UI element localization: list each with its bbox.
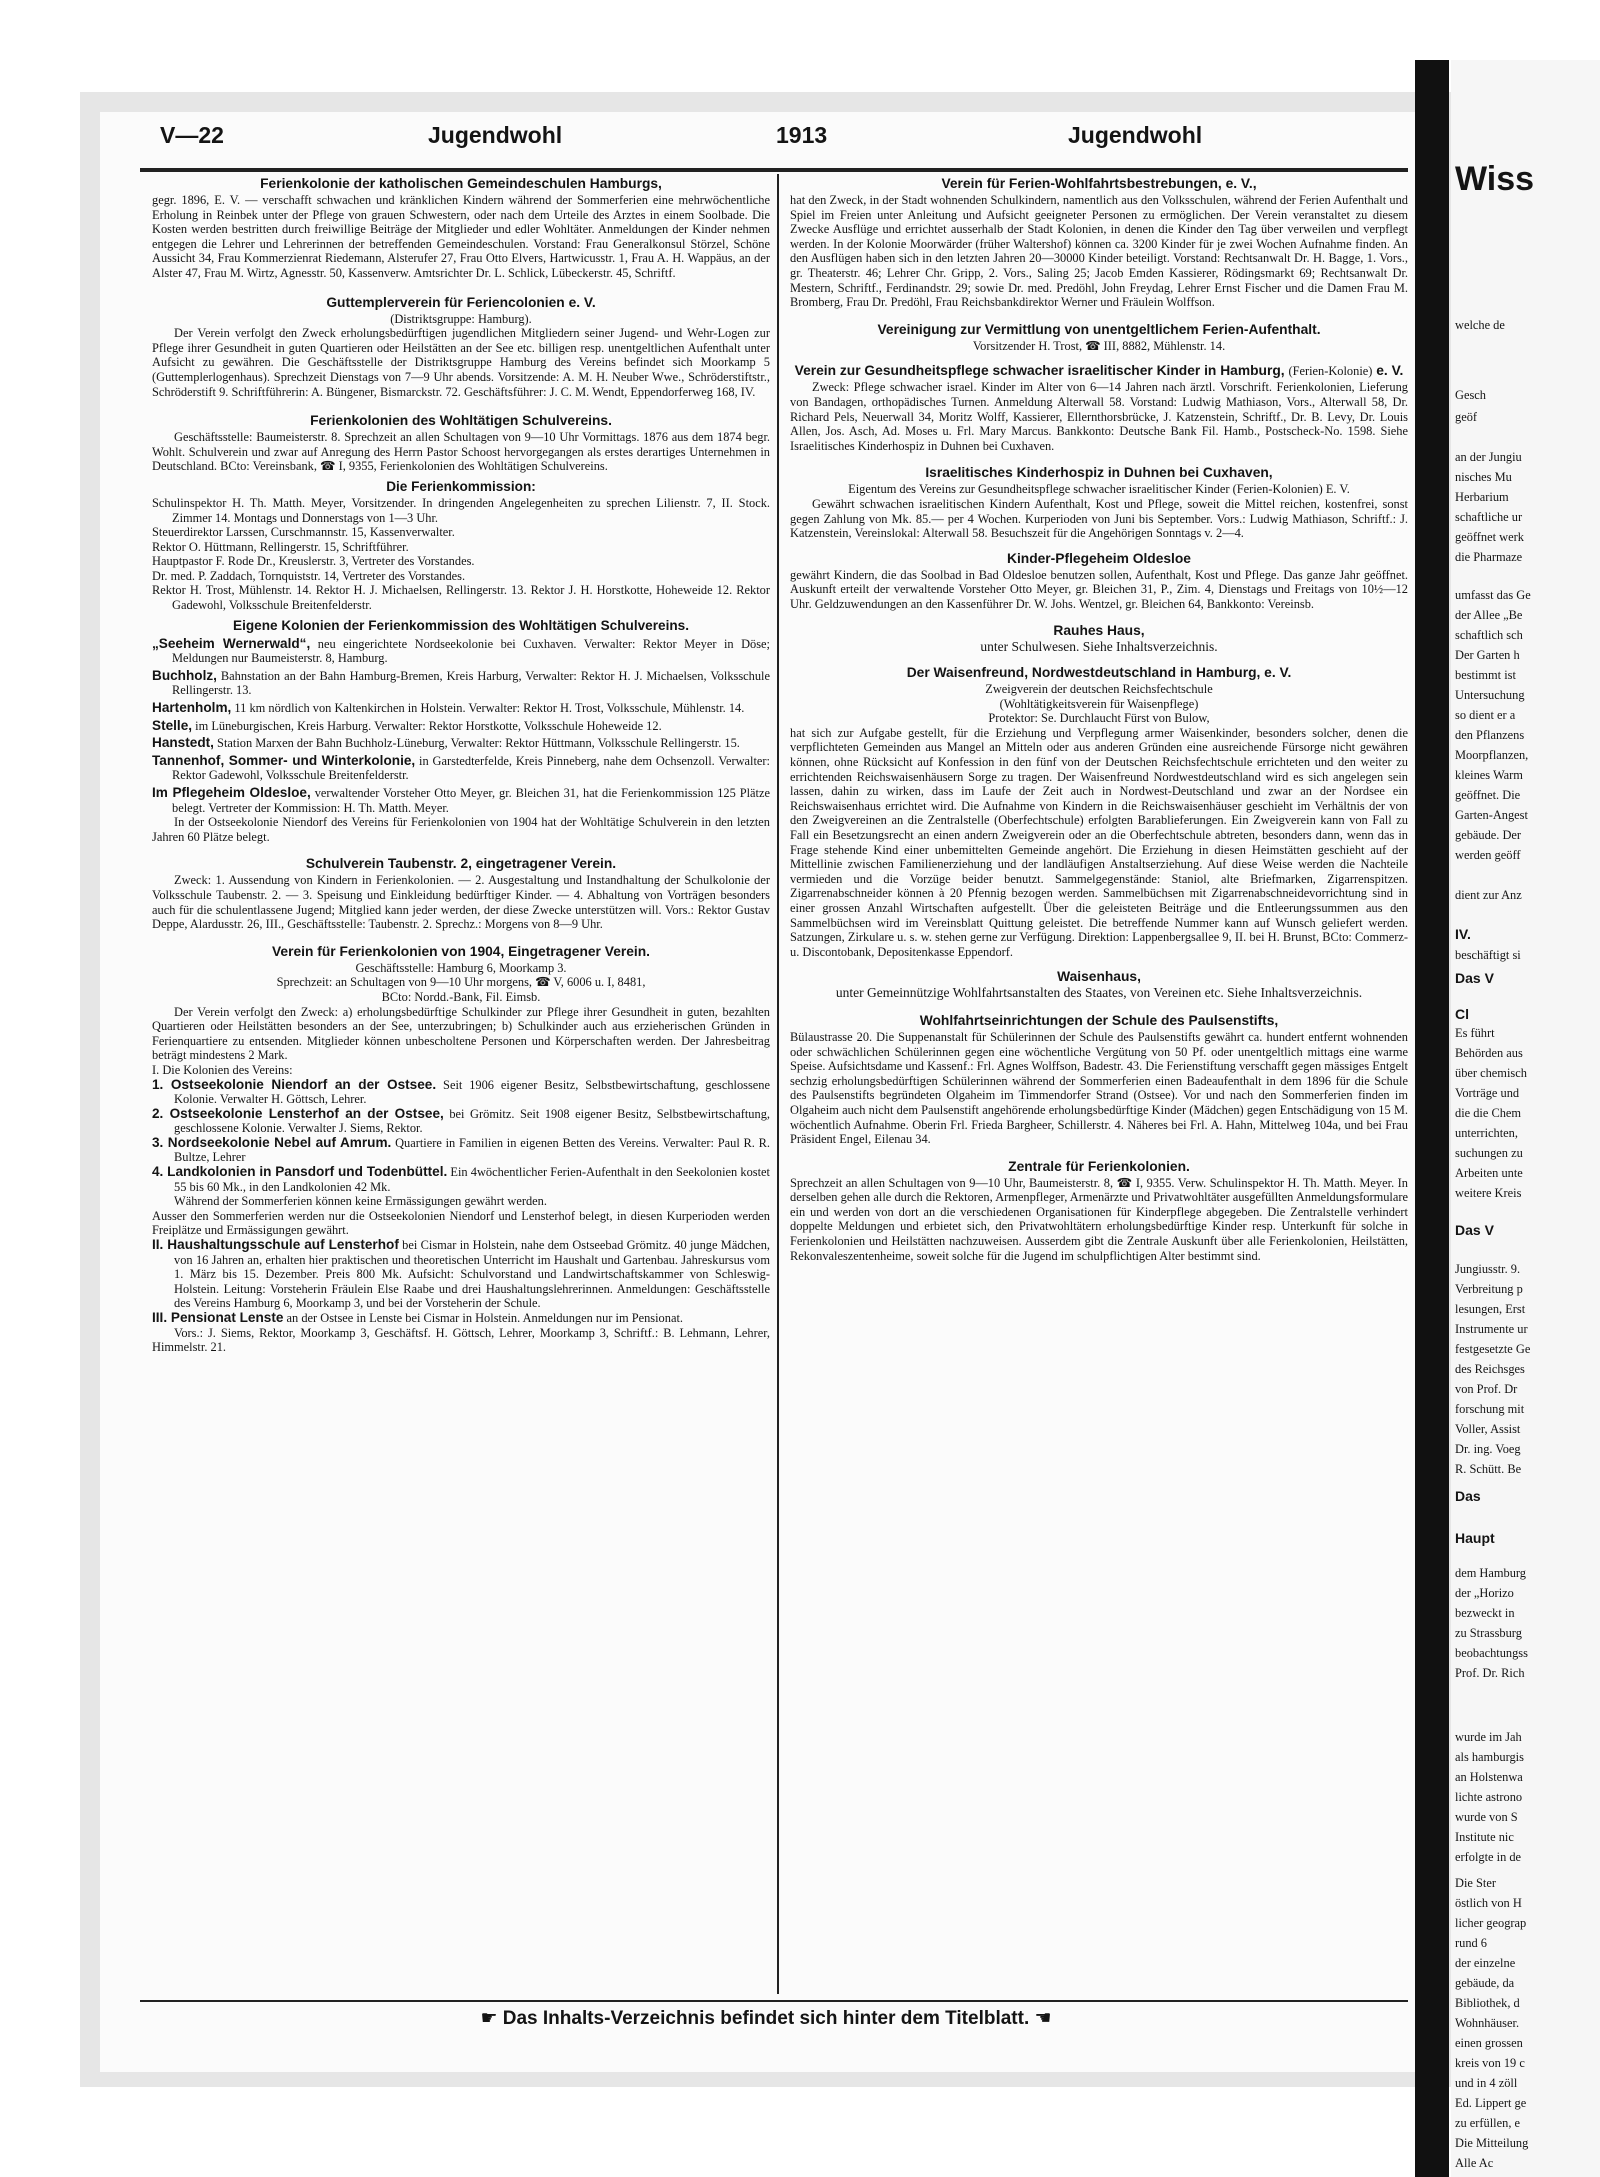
list-item (152, 1238, 770, 1311)
item-name: Buchholz, (152, 667, 217, 683)
opposite-page-fragment: umfasst das Ge (1455, 588, 1531, 602)
list-item (152, 1165, 770, 1194)
opposite-page-fragment: Vorträge und (1455, 1086, 1520, 1100)
book-binding (1415, 60, 1449, 2177)
opposite-page-fragment: an der Jungiu (1455, 450, 1522, 464)
section-title: Guttemplerverein für Feriencolonien e. V. (326, 294, 596, 310)
section-text: Geschäftsstelle: Baumeisterstr. 8. Sprechzeit an allen Schultagen von 9—10 Uhr Vormittags. 1876 aus dem 1874 begr. Wohlt. Schulverein und zwar auf Anregung des Herrn Pastor Schoost hervorgegangen als erstes derartiges Unternehmen in Deutschland. BCto: Vereinsbank, ☎ I, 9355, Ferienkolonien des Wohltätigen Schulvereins. (152, 430, 770, 474)
opposite-page-fragment: R. Schütt. Be (1455, 1462, 1522, 1476)
item-name: Im Pflegeheim Oldesloe, (152, 785, 311, 800)
section-title: Israelitisches Kinderhospiz in Duhnen bei Cuxhaven, (925, 465, 1273, 481)
opposite-page-fragment: erfolgte in de (1455, 1850, 1522, 1864)
section-title (790, 363, 1408, 379)
section-text: Zweck: 1. Aussendung von Kindern in Ferienkolonien. — 2. Ausgestaltung und Instandhaltung der Schulkolonie der Volksschule Taubenstr. 2. — 3. Speisung und Einkleidung bedürftiger Kinder. — 4. Abhaltung von Vorträgen besonders auch für die schulentlassene Jugend; Mitglied kann jeder werden, der diese Zwecke unterstützen will. Vors.: Rektor Gustav Deppe, Alardusstr. 26, III., Geschäftsstelle: Taubenstr. 2. Sprechz.: Morgens von 8—9 Uhr. (152, 873, 770, 932)
opposite-page-fragment: Cl (1455, 1006, 1469, 1022)
section-title: Verein für Ferienkolonien von 1904, Eingetragener Verein. (271, 943, 650, 959)
section-subtitle: Geschäftsstelle: Hamburg 6, Moorkamp 3. (355, 960, 567, 975)
opposite-page-fragment: dient zur Anz (1455, 888, 1522, 902)
section-title: Die Ferienkommission: (386, 478, 536, 494)
opposite-page-fragment: gebäude. Der (1455, 828, 1522, 842)
opposite-page-fragment: kleines Warm (1455, 768, 1523, 782)
section-text: Gewährt schwachen israelitischen Kindern Aufenthalt, Kost und Pflege, soweit die Mittel reichen, kostenfrei, sonst gegen Zahlung von Mk. 85.— per 4 Wochen. Kurperioden von Juni bis September. Vors.: Ludwig Mathiason, Schriftf.: J. Katzenstein, Vereinslokal: Alterwall 58. Besuchszeit für die Angehörigen Sonntags v. 2—4. (790, 496, 1408, 541)
opposite-page-fragment: Bibliothek, d (1455, 1996, 1520, 2010)
item-name: Hartenholm, (152, 700, 232, 716)
opposite-page-fragment: von Prof. Dr (1455, 1382, 1518, 1396)
opposite-page-fragment: Institute nic (1455, 1830, 1514, 1844)
list-item: Rektor O. Hüttmann, Rellingerstr. 15, Schriftführer. (152, 539, 409, 554)
item-text: Station Marxen der Bahn Buchholz-Lüneburg, Verwalter: Rektor Hüttmann, Volksschule Rellingerstr. 15. (217, 736, 740, 751)
opposite-page-fragment: Haupt (1455, 1530, 1495, 1546)
item-name: III. Pensionat Lenste (152, 1310, 284, 1325)
newspaper-page (100, 112, 1432, 2072)
section-text: hat den Zweck, in der Stadt wohnenden Schulkindern, namentlich aus den Volksschulen, während der Ferien Aufenthalt und Spiel im Freien unter Anleitung und Aufsicht geeigneter Personen zu ermöglichen. Der Verein veranstaltet zu diesem Zwecke Ausflüge und errichtet ausserhalb der Stadt Kolonien, in denen die Kinder den Tag über verweilen und verpflegt werden. In der Kolonie Moorwärder (früher Waltershof) können ca. 3200 Kinder für je zwei Wochen Aufnahme finden. An den Ausflügen haben sich in den letzten Jahren 20—30000 Kinder beteiligt. Vorstand: Rechtsanwalt Dr. H. Bagge, 1. Vors., gr. Theaterstr. 46; Lehrer Chr. Gripp, 2. Vors., Saling 25; Jacob Emden Kassierer, Rödingsmarkt 69; Rechtsanwalt Dr. Mestern, Schriftf., Ferdinandstr. 29; sowie Dr. med. Predöhl, John Freydag, Lehrer Ernst Fischer und die Damen Frau M. Bromberg, Frau Dr. Predöhl, Frau Reichsbankdirektor Werner und Fräulein Wolffson. (790, 193, 1408, 310)
opposite-page-fragment: beobachtungss (1455, 1646, 1528, 1660)
opposite-page-fragment: dem Hamburg (1455, 1566, 1527, 1580)
list-item (152, 1107, 770, 1136)
section-text: unter Gemeinnützige Wohlfahrtsanstalten des Staates, von Vereinen etc. Siehe Inhaltsverzeichnis. (835, 985, 1363, 1001)
section-title: Wohlfahrtseinrichtungen der Schule des Paulsenstifts, (919, 1012, 1279, 1028)
item-name: Tannenhof, Sommer- und Winterkolonie, (152, 752, 416, 768)
opposite-page-fragment: als hamburgis (1455, 1750, 1524, 1764)
section-title: Eigene Kolonien der Ferienkommission des Wohltätigen Schulvereins. (233, 617, 689, 633)
section-title: Zentrale für Ferienkolonien. (1008, 1158, 1190, 1174)
list-item: Steuerdirektor Larssen, Curschmannstr. 15, Kassenverwalter. (152, 525, 455, 540)
section-title: Rauhes Haus, (1053, 623, 1145, 639)
opposite-page-fragment: den Pflanzens (1455, 728, 1525, 742)
opposite-page-fragment: weitere Kreis (1455, 1186, 1522, 1200)
opposite-page-fragment: suchungen zu (1455, 1146, 1523, 1160)
item-name: Hanstedt, (152, 735, 214, 751)
opposite-page-fragment: unterrichten, (1455, 1126, 1518, 1140)
section-text: Der Verein verfolgt den Zweck erholungsbedürftigen jugendlichen Mitgliedern seiner Jugend- und Wehr-Logen zur Pflege ihrer Gesundheit in guten Quartieren oder Heilstätten an der See etc. billigen resp. unentgeltlichen Aufenthalt unter Aufsicht zu gewähren. Die Geschäftsstelle der Distriktsgruppe Hamburg des Vereins befindet sich Moorkamp 5 (Guttemplerlogenhaus). Sprechzeit Dienstags von 7—9 Uhr abends. Vorsitzende: A. M. H. Neuber Wwe., Schröderstiftstr., Schröderstift 9. Schriftführerin: A. Büngener, Bismarckstr. 72. Geschäftsführer: J. C. M. Wendt, Eppendorferweg 168, IV. (152, 326, 770, 399)
item-text: Quartiere in Familien in eigenen Betten des Vereins. Verwalter: Paul R. R. Bultze, Lehrer (174, 1135, 770, 1165)
title-middle: (Ferien-Kolonie) (1288, 364, 1373, 379)
item-text: verwaltender Vorsteher Otto Meyer, gr. Bleichen 31, hat die Ferienkommission 125 Plätze belegt. Vertreter der Kommission: H. Th. Matth. Meyer. (172, 786, 770, 815)
list-item (152, 701, 770, 716)
opposite-page-fragment: des Reichsges (1455, 1362, 1525, 1376)
opposite-page-fragment: Dr. ing. Voeg (1455, 1442, 1521, 1456)
opposite-page-fragment: nisches Mu (1455, 470, 1512, 484)
section-text: unter Schulwesen. Siehe Inhaltsverzeichnis. (980, 639, 1218, 655)
section-title: Waisenhaus, (1057, 969, 1141, 985)
right-column (790, 174, 1408, 1263)
list-item (152, 736, 770, 751)
list-item (152, 754, 770, 783)
footer-rule (140, 2000, 1408, 2002)
header-title-right: Jugendwohl (1068, 122, 1203, 148)
item-text: in Garstedterfelde, Kreis Pinneberg, nahe dem Ochsenzoll. Verwalter: Rektor Gadewohl, Volksschule Breitenfelderstr. (172, 753, 770, 783)
opposite-page-fragment: wurde im Jah (1455, 1730, 1522, 1744)
opposite-page-fragment: Moorpflanzen, (1455, 748, 1529, 762)
item-name: II. Haushaltungsschule auf Lensterhof (152, 1237, 399, 1253)
opposite-page-fragment: werden geöff (1455, 848, 1521, 862)
list-item (152, 1078, 770, 1107)
header-rule (140, 168, 1408, 172)
opposite-page-fragment: geöf (1455, 410, 1478, 424)
opposite-page-fragment: geöffnet werk (1455, 530, 1524, 544)
section-note: Während der Sommerferien können keine Ermässigungen gewährt werden. (174, 1194, 547, 1209)
item-text: bei Cismar in Holstein, nahe dem Ostseebad Grömitz. 40 junge Mädchen, von 16 Jahren an, erhalten hier praktischen und theoretischen Unterricht im Haushalt und Gartenbau. Jahreskursus vom 1. März bis 15. Dezember. Preis 800 Mk. Aufsicht: Schulvorstand und Landwirtschaftskammer von Schleswig-Holstein. Leitung: Vorsteherin Fräulein Else Raabe und drei Haushaltungslehrerinnen. Anmeldungen: Geschäftsstelle des Vereins Hamburg 6, Moorkamp 3, und bei der Vorsteherin der Schule. (174, 1238, 770, 1311)
item-text: neu eingerichtete Nordseekolonie bei Cuxhaven. Verwalter: Rektor Meyer in Döse; Meldungen nur Baumeisterstr. 8, Hamburg. (172, 636, 770, 666)
section-text: gegr. 1896, E. V. — verschafft schwachen und kränklichen Kindern während der Sommerferien eine mehrwöchentliche Erholung in Reinbek unter der Pflege von grauen Schwestern, oder nach dem Urteile des Arztes in einem Soolbade. Die Kosten werden bestritten durch freiwillige Beiträge der Mitglieder und edler Wohltäter. Anmeldungen der Kinder nehmen entgegen die Lehrer und Lehrerinnen der betreffenden Gemeindeschulen. Vorstand: Frau Generalkonsul Störzel, Schöne Aussicht 34, Frau Kommerzienrat Riedemann, Alsterufer 27, Frau Otto Elvers, Hartwicusstr. 1, Frau A. H. Wappäus, an der Alster 47, Frau M. Wirtz, Agnesstr. 50, Kassenverw. Amtsrichter Dr. L. Schlick, Lübeckerstr. 45, Schriftf. (152, 193, 770, 280)
opposite-page-edge (1451, 60, 1600, 2177)
section-title: Vereinigung zur Vermittlung von unentgeltlichem Ferien-Aufenthalt. (877, 321, 1321, 337)
list-item: Hauptpastor F. Rode Dr., Kreuslerstr. 3, Vertreter des Vorstandes. (152, 554, 475, 569)
opposite-page-fragment: Herbarium (1455, 490, 1509, 504)
section-subtitle: Eigentum des Vereins zur Gesundheitspflege schwacher israelitischer Kinder (Ferien-Kolonien) E. V. (848, 482, 1350, 497)
list-item (152, 1136, 770, 1165)
opposite-page-fragment: der „Horizo (1455, 1586, 1514, 1600)
section-title: Ferienkolonie der katholischen Gemeindeschulen Hamburgs, (260, 176, 662, 191)
item-text: Bahnstation an der Bahn Hamburg-Bremen, Kreis Harburg, Verwalter: Rektor H. J. Michaelsen, Volksschule Rellingerstr. 13. (172, 668, 770, 698)
opposite-page-fragment: Alle Ac (1455, 2156, 1494, 2170)
opposite-page-fragment: Instrumente ur (1455, 1322, 1528, 1336)
opposite-page-fragment: Die Mitteilung (1455, 2136, 1529, 2150)
opposite-page-fragment: an Holstenwa (1455, 1770, 1523, 1784)
list-heading: I. Die Kolonien des Vereins: (152, 1062, 293, 1077)
section-text: gewährt Kindern, die das Soolbad in Bad Oldesloe benutzen sollen, Aufenthalt, Kost und Pflege. Das ganze Jahr geöffnet. Auskunft erteilt der verwaltende Vorsteher Otto Meyer, gr. Bleichen 31, P., Zim. 4, Dienstags und Freitags von 10½—12 Uhr. Geldzuwendungen an den Kassenführer Dr. W. Johs. Wentzel, gr. Bleichen 64, Bankkonto: Vereinsb. (790, 567, 1408, 611)
opposite-page-fragment: Das V (1455, 970, 1494, 986)
title-main: Verein zur Gesundheitspflege schwacher israelitischer Kinder in Hamburg, (794, 363, 1285, 379)
list-item (152, 1311, 770, 1326)
section-text: Der Verein verfolgt den Zweck: a) erholungsbedürftige Schulkinder zur Pflege ihrer Gesundheit in guten, bezahlten Quartieren oder Heilstätten besonders an der See, unterzubringen; b) Schulkinder auch aus erzieherischen Gründen in Ferienquartiere zu entsenden. Mitglieder können unbescholtene Personen und Körperschaften werden. Der Jahresbeitrag beträgt mindestens 2 Mark. (152, 1004, 770, 1063)
item-name: Stelle, (152, 717, 193, 733)
section-subtitle: (Distriktsgruppe: Hamburg). (390, 311, 532, 326)
opposite-page-fragment: IV. (1455, 926, 1471, 942)
opposite-page-fragment: zu Strassburg (1455, 1626, 1522, 1640)
opposite-page-fragment: schaftliche ur (1455, 510, 1523, 524)
opposite-page-fragment: Jungiusstr. 9. (1455, 1262, 1521, 1276)
opposite-page-fragment: kreis von 19 c (1455, 2056, 1525, 2070)
item-name: 1. Ostseekolonie Niendorf an der Ostsee. (152, 1076, 437, 1092)
section-title: Der Waisenfreund, Nordwestdeutschland in Hamburg, e. V. (906, 665, 1292, 681)
opposite-page-fragment: einen grossen (1455, 2036, 1523, 2050)
opposite-page-fragment: über chemisch (1455, 1066, 1527, 1080)
item-name: „Seeheim Wernerwald“, (152, 635, 311, 651)
section-subtitle: Protektor: Se. Durchlaucht Fürst von Bulow, (988, 711, 1210, 726)
opposite-page-fragment: Garten-Angest (1455, 808, 1528, 822)
list-item (152, 719, 770, 734)
opposite-page-fragment: Gesch (1455, 388, 1486, 402)
opposite-page-fragment: gebäude, da (1455, 1976, 1515, 1990)
section-text: Bülaustrasse 20. Die Suppenanstalt für Schülerinnen der Schule des Paulsenstifts gewährt ca. hundert entfernt wohnenden oder schwächlichen Schülerinnen gegen eine wöchentliche Vergütung von 50 Pf. oder unentgeltlich mittags eine warme Speise. Aufsichtsdame und Kassenf.: Frl. Agnes Wolffson, Badestr. 43. Die Ferienstiftung verschafft gegen mässiges Entgelt sechzig erholungsbedürftigen Schülerinnen während der Sommerferien einen Badeaufenthalt in dem 1896 für die Schule des Paulsenstifts begründeten Olgaheim im Timmendorfer Strand (Ostsee). Vor und nach den Sommerferien finden im Olgaheim auch nicht dem Paulsenstift angehörende erholungsbedürftige Kinder (Mädchen) gegen Entschädigung von 15 M. wöchentlich Aufnahme. Oberin Frl. Frieda Bargheer, Schillerstr. 4. Näheres bei Frl. A. Hahn, Mittelweg 104a, und bei Frau Präsident Engel, Eilenau 34. (790, 1029, 1408, 1147)
item-name: 3. Nordseekolonie Nebel auf Amrum. (152, 1134, 392, 1150)
opposite-page-fragment: rund 6 (1455, 1936, 1488, 1950)
opposite-page-fragment: die Pharmaze (1455, 550, 1523, 564)
opposite-page-fragment: Prof. Dr. Rich (1455, 1666, 1525, 1680)
opposite-page-fragment: Es führt (1455, 1026, 1495, 1040)
section-title: Ferienkolonien des Wohltätigen Schulvereins. (310, 413, 612, 429)
opposite-page-fragment: Behörden aus (1455, 1046, 1523, 1060)
section-title: Schulverein Taubenstr. 2, eingetragener Verein. (305, 856, 617, 872)
section-subtitle: Zweigverein der deutschen Reichsfechtschule (985, 682, 1213, 697)
opposite-page-fragment: und in 4 zöll (1455, 2076, 1518, 2090)
item-text: 11 km nördlich von Kaltenkirchen in Holstein. Verwalter: Rektor H. Trost, Volksschule, Mühlenstr. 14. (234, 701, 745, 716)
page-scan (80, 92, 1468, 2087)
section-subtitle: (Wohltätigkeitsverein für Waisenpflege) (999, 696, 1199, 711)
opposite-page-fragment: östlich von H (1455, 1896, 1522, 1910)
opposite-page-fragment: Das (1455, 1488, 1481, 1504)
opposite-page-fragment: Verbreitung p (1455, 1282, 1523, 1296)
list-item: Schulinspektor H. Th. Matth. Meyer, Vorsitzender. In dringenden Angelegenheiten zu sprechen Lilienstr. 7, II. Stock. Zimmer 14. Montags und Donnerstags von 1—3 Uhr. (152, 495, 770, 525)
item-text: an der Ostsee in Lenste bei Cismar in Holstein. Anmeldungen nur im Pensionat. (286, 1311, 683, 1325)
list-item: Dr. med. P. Zaddach, Tornquiststr. 14, Vertreter des Vorstandes. (152, 568, 466, 583)
header-year: 1913 (776, 122, 828, 148)
opposite-page-fragment: licher geograp (1455, 1916, 1527, 1930)
list-item (152, 786, 770, 815)
item-text: im Lüneburgischen, Kreis Harburg. Verwalter: Rektor Horstkotte, Volksschule Hoheweide 12. (195, 718, 662, 733)
opposite-page-fragment: lesungen, Erst (1455, 1302, 1526, 1316)
opposite-page-fragment: festgesetzte Ge (1455, 1342, 1531, 1356)
opposite-page-fragment: die die Chem (1455, 1106, 1522, 1120)
opposite-page-fragment: forschung mit (1455, 1402, 1525, 1416)
item-name: 2. Ostseekolonie Lensterhof an der Ostsee, (152, 1105, 444, 1121)
title-end: e. V. (1376, 363, 1404, 379)
opposite-page-fragment: bestimmt ist (1455, 668, 1516, 682)
list-item (152, 669, 770, 698)
item-text: Seit 1906 eigener Besitz, Selbstbewirtschaftung, geschlossene Kolonie. Verwalter H. Göttsch, Lehrer. (174, 1077, 770, 1107)
section-text: hat sich zur Aufgabe gestellt, für die Erziehung und Verpflegung armer Waisenkinder, besonders solcher, denen die verpflichteten Gemeinden aus Mangel an Mitteln oder aus anderen Gründen eine ausreichende Fürsorge nicht gewähren können, ohne Rücksicht auf Konfession in den fünf von der Deutschen Reichsfechtschule errichteten und den weiter zu errichtenden Reichswaisenhäusern Sorge zu tragen. Der Waisenfreund Nordwestdeutschland wird es sich angelegen sein lassen, dahin zu wirken, dass im Laufe der Zeit auch in Nordwest-Deutschland und zwar an der Nordsee ein Reichswaisenhaus errichtet wird. Die Aufnahme von Kindern in die Reichswaisenhäuser geschieht im Verhältnis der von den Zweigvereinen an die Zentralstelle (Oberfechtschule) erfolgten Barablieferungen. Ein Zweigverein kann von Fall zu Fall ein Besetzungsrecht an einen andern Zweigverein oder an die Oberfechtschule abtreten, besonders dann, wenn das in Frage stehende Kind einer unbemittelten Gemeinde angehört. Die Erziehung in diesen Heimstätten geschieht auf der Mittellinie zwischen Familienerziehung und der landläufigen Anstaltserziehung. Auf diese Weise werden die Nachteile vermieden und die Vorzüge beider benutzt. Sammelgegenstände: Staniol, alte Briefmarken, Zigarrenspitzen. Zigarrenabschneider können à 20 Pfennig bezogen werden. Sammelbüchsen mit Zigarrenabschneidevorrichtung sind in einer grossen Anzahl Wirtschaften aufgestellt. Über die geleisteten Beiträge und die Entleerungssummen aus den Sammelbüchsen wird im Vereinsblatt Quittung geleistet. Die betreffende Nummer kann auf Wunsch geliefert werden. Satzungen, Zirkulare u. s. w. stehen gerne zur Verfügung. Direktion: Lappenbergsallee 9, II. bei H. Brunst, BCto: Commerz- u. Discontobank, Depositenkasse Eppendorf. (790, 725, 1408, 959)
opposite-page-fragment: schaftlich sch (1455, 628, 1523, 642)
opposite-page-fragment: so dient er a (1455, 708, 1516, 722)
section-title: Verein für Ferien-Wohlfahrtsbestrebungen, e. V., (941, 176, 1257, 191)
header-title-left: Jugendwohl (428, 122, 563, 148)
section-text: Vors.: J. Siems, Rektor, Moorkamp 3, Geschäftsf. H. Göttsch, Lehrer, Moorkamp 3, Schriftf.: B. Lehmann, Lehrer, Himmelstr. 21. (152, 1325, 770, 1355)
item-text: bei Grömitz. Seit 1908 eigener Besitz, Selbstbewirtschaftung, geschlossene Kolonie. Verwalter J. Siems, Rektor. (174, 1106, 770, 1136)
opposite-page-fragment: welche de (1455, 318, 1505, 332)
opposite-page-fragment: Wohnhäuser. (1455, 2016, 1520, 2030)
opposite-page-fragment: beschäftigt si (1455, 948, 1521, 962)
opposite-page-fragment: Ed. Lippert ge (1455, 2096, 1527, 2110)
section-text: Sprechzeit an allen Schultagen von 9—10 Uhr, Baumeisterstr. 8, ☎ I, 9355. Verw. Schulinspektor H. Th. Matth. Meyer. In derselben gehen alle durch die Rektoren, Armenpfleger, Armenärzte und Privatwohltäter ausgefüllten Anmeldungsformulare ein und werden von dort an die verschiedenen Organisationen für Kinderpflege abgegeben. Die Zentralstelle verhindert doppelte Meldungen und erbietet sich, den Privatwohltätern erholungsbedürftige Kinder resp. Unterkunft für solche in Ferienkolonien und Heilstätten nachzuweisen. Ausserdem gibt die Zentrale Auskunft über alle Ferienkolonien, Heilstätten, Rekonvaleszentenheime, soweit solche für die Jugend im schulpflichtigen Alter bestimmt sind. (790, 1175, 1408, 1263)
opposite-page-fragment: Untersuchung (1455, 688, 1525, 702)
list-item (152, 637, 770, 666)
section-text: In der Ostseekolonie Niendorf des Vereins für Ferienkolonien von 1904 hat der Wohltätige Schulverein in den letzten Jahren 60 Plätze belegt. (152, 815, 770, 844)
list-item: Rektor H. Trost, Mühlenstr. 14. Rektor H. J. Michaelsen, Rellingerstr. 13. Rektor J. H. Horstkotte, Hoheweide 12. Rektor Gadewohl, Volksschule Breitenfelderstr. (152, 583, 770, 613)
section-text: Vorsitzender H. Trost, ☎ III, 8882, Mühlenstr. 14. (972, 338, 1226, 353)
opposite-page-fragment: Die Ster (1455, 1876, 1496, 1890)
section-text: Ausser den Sommerferien werden nur die Ostseekolonien Niendorf und Lensterhof belegt, in diesen Kurperioden werden Freiplätze und Ermässigungen gewährt. (152, 1208, 770, 1238)
section-text: Zweck: Pflege schwacher israel. Kinder im Alter von 6—14 Jahren nach ärztl. Vorschrift. Ferienkolonien, Lieferung von Bandagen, orthopädisches Turnen. Anmeldung Alterwall 58. Vorstand: Ludwig Mathiason, Vors., Alterwall 58, Dr. Richard Pels, Neuerwall 34, Moritz Wolff, Kassierer, Ellernthorsbrücke, J. Katzenstein, Schriftf., Dr. B. Levy, Dr. Louis Allen, Jos. Asch, Ad. Moses u. Frl. Mary Marcus. Bankkonto: Deutsche Bank Fil. Hamb., Postscheck-No. 1598. Siehe Israelitisches Kinderhospiz in Duhnen bei Cuxhaven. (790, 380, 1408, 453)
opposite-page-fragment: zu erfüllen, e (1455, 2116, 1521, 2130)
opposite-page-fragment: der einzelne (1455, 1956, 1516, 1970)
item-text: Ein 4wöchentlicher Ferien-Aufenthalt in den Seekolonien kostet 55 bis 60 Mk., in den Landkolonien 42 Mk. (174, 1165, 770, 1194)
opposite-page-fragment: Arbeiten unte (1455, 1166, 1523, 1180)
opposite-page-fragment: lichte astrono (1455, 1790, 1523, 1804)
left-column (152, 174, 770, 1355)
footer-note: ☛ Das Inhalts-Verzeichnis befindet sich hinter dem Titelblatt. ☚ (480, 2008, 1052, 2029)
opposite-page-fragment: Der Garten h (1455, 648, 1520, 662)
opposite-page-fragment: geöffnet. Die (1455, 788, 1521, 802)
opposite-page-fragment: Wiss (1455, 160, 1535, 198)
opposite-page-fragment: bezweckt in (1455, 1606, 1515, 1620)
opposite-page-fragment: wurde von S (1455, 1810, 1518, 1824)
item-name: 4. Landkolonien in Pansdorf und Todenbüttel. (152, 1164, 448, 1180)
opposite-page-fragment: Das V (1455, 1222, 1494, 1238)
page-number: V—22 (160, 122, 224, 148)
page-header (138, 120, 1408, 160)
column-divider (777, 174, 779, 1994)
section-title: Kinder-Pflegeheim Oldesloe (1006, 550, 1191, 566)
opposite-page-fragment: Voller, Assist (1455, 1422, 1521, 1436)
section-subtitle: Sprechzeit: an Schultagen von 9—10 Uhr morgens, ☎ V, 6006 u. I, 8481, (276, 975, 646, 990)
section-subtitle: BCto: Nordd.-Bank, Fil. Eimsb. (381, 989, 541, 1004)
opposite-page-fragment: der Allee „Be (1455, 608, 1523, 622)
